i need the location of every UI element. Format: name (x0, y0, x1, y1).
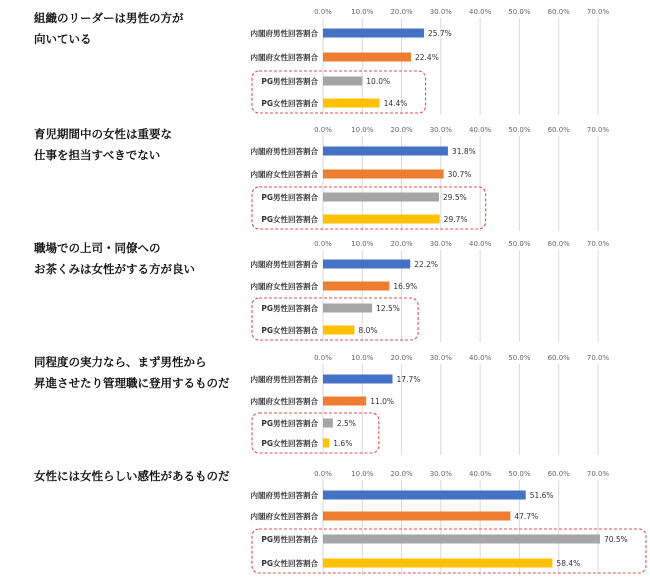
question-3-line-1: 職場での上司・同僚への (34, 241, 161, 255)
tick-label-5-6: 60.0% (547, 470, 570, 478)
question-3-line-2: お茶くみは女性がする方が良い (34, 262, 195, 276)
tick-label-1-4: 40.0% (469, 8, 492, 16)
tick-label-3-3: 30.0% (429, 240, 452, 248)
bar-5-2 (323, 512, 510, 521)
tick-label-2-6: 60.0% (547, 126, 570, 134)
value-label-2-1: 31.8% (451, 147, 476, 156)
value-label-5-3: 70.5% (603, 535, 628, 544)
bar-2-2 (323, 170, 444, 179)
bar-4-3 (323, 419, 333, 428)
category-label-5-4: PG女性回答割合 (261, 559, 318, 568)
value-label-5-4: 58.4% (556, 559, 581, 568)
tick-label-1-5: 50.0% (508, 8, 531, 16)
value-label-2-4: 29.7% (443, 215, 468, 224)
bar-5-1 (323, 491, 526, 500)
category-label-1-2: 内閣府女性回答割合 (250, 53, 318, 62)
tick-label-4-4: 40.0% (469, 354, 492, 362)
category-label-3-1: 内閣府男性回答割合 (250, 260, 318, 269)
tick-label-1-6: 60.0% (547, 8, 570, 16)
bar-1-1 (323, 29, 424, 38)
tick-label-4-6: 60.0% (547, 354, 570, 362)
category-label-3-3: PG男性回答割合 (261, 304, 318, 313)
category-label-5-1: 内閣府男性回答割合 (250, 491, 318, 500)
tick-label-4-0: 0.0% (314, 354, 332, 362)
question-4-line-2: 昇進させたり管理職に登用するものだ (34, 376, 230, 390)
category-label-1-1: 内閣府男性回答割合 (250, 29, 318, 38)
tick-label-3-5: 50.0% (508, 240, 531, 248)
tick-label-4-7: 70.0% (586, 354, 610, 362)
tick-label-1-2: 20.0% (390, 8, 413, 16)
bar-3-1 (323, 260, 410, 269)
tick-label-5-5: 50.0% (508, 470, 531, 478)
tick-label-4-1: 10.0% (351, 354, 374, 362)
category-label-3-2: 内閣府女性回答割合 (250, 282, 318, 291)
category-label-5-2: 内閣府女性回答割合 (250, 512, 318, 521)
tick-label-3-1: 10.0% (351, 240, 374, 248)
tick-label-5-4: 40.0% (469, 470, 492, 478)
bar-5-3 (323, 535, 600, 544)
value-label-3-4: 8.0% (358, 326, 378, 335)
value-label-2-3: 29.5% (442, 193, 467, 202)
bar-2-3 (323, 193, 439, 202)
tick-label-2-2: 20.0% (390, 126, 413, 134)
tick-label-1-0: 0.0% (314, 8, 332, 16)
value-label-5-1: 51.6% (529, 491, 554, 500)
bar-3-3 (323, 304, 372, 313)
tick-label-3-6: 60.0% (547, 240, 570, 248)
tick-label-3-4: 40.0% (469, 240, 492, 248)
tick-label-5-3: 30.0% (429, 470, 452, 478)
tick-label-4-2: 20.0% (390, 354, 413, 362)
bar-3-4 (323, 326, 354, 335)
category-label-1-3: PG男性回答割合 (261, 77, 318, 86)
bar-1-4 (323, 99, 380, 108)
value-label-1-3: 10.0% (366, 77, 391, 86)
bar-3-2 (323, 282, 389, 291)
tick-label-2-5: 50.0% (508, 126, 531, 134)
question-1-line-1: 組織のリーダーは男性の方が (34, 11, 184, 25)
category-label-4-3: PG男性回答割合 (261, 419, 318, 428)
category-label-3-4: PG女性回答割合 (261, 326, 318, 335)
bar-5-4 (323, 559, 552, 568)
bar-4-1 (323, 375, 393, 384)
value-label-4-4: 1.6% (333, 439, 353, 448)
category-label-2-4: PG女性回答割合 (261, 215, 318, 224)
tick-label-1-7: 70.0% (586, 8, 610, 16)
value-label-2-2: 30.7% (447, 170, 472, 179)
value-label-4-1: 17.7% (396, 375, 421, 384)
tick-label-4-5: 50.0% (508, 354, 531, 362)
bar-4-4 (323, 439, 329, 448)
tick-label-5-2: 20.0% (390, 470, 413, 478)
category-label-5-3: PG男性回答割合 (261, 535, 318, 544)
category-label-4-1: 内閣府男性回答割合 (250, 375, 318, 384)
tick-label-3-0: 0.0% (314, 240, 332, 248)
category-label-2-1: 内閣府男性回答割合 (250, 147, 318, 156)
tick-label-3-7: 70.0% (586, 240, 610, 248)
bar-1-3 (323, 77, 362, 86)
value-label-5-2: 47.7% (514, 512, 539, 521)
value-label-1-2: 22.4% (415, 53, 439, 62)
question-4-line-1: 同程度の実力なら、まず男性から (34, 355, 207, 369)
tick-label-2-1: 10.0% (351, 126, 374, 134)
tick-label-5-7: 70.0% (586, 470, 610, 478)
value-label-1-4: 14.4% (383, 99, 408, 108)
value-label-4-3: 2.5% (336, 419, 356, 428)
tick-label-1-1: 10.0% (351, 8, 374, 16)
category-label-2-3: PG男性回答割合 (261, 193, 318, 202)
value-label-3-3: 12.5% (376, 304, 400, 313)
question-2-line-1: 育児期間中の女性は重要な (34, 127, 172, 141)
category-label-2-2: 内閣府女性回答割合 (250, 170, 318, 179)
tick-label-2-7: 70.0% (586, 126, 610, 134)
value-label-3-1: 22.2% (414, 260, 439, 269)
category-label-4-2: 内閣府女性回答割合 (250, 397, 318, 406)
tick-label-2-3: 30.0% (429, 126, 452, 134)
tick-label-5-0: 0.0% (314, 470, 332, 478)
value-label-3-2: 16.9% (393, 282, 418, 291)
question-2-line-2: 仕事を担当すべきでない (34, 148, 161, 162)
tick-label-2-0: 0.0% (314, 126, 332, 134)
category-label-1-4: PG女性回答割合 (261, 99, 318, 108)
value-label-1-1: 25.7% (427, 29, 452, 38)
question-1-line-2: 向いている (34, 32, 92, 46)
tick-label-3-2: 20.0% (390, 240, 413, 248)
bar-2-4 (323, 215, 440, 224)
tick-label-2-4: 40.0% (469, 126, 492, 134)
question-5-line-1: 女性には女性らしい感性があるものだ (34, 469, 230, 483)
bar-1-2 (323, 53, 411, 62)
bar-2-1 (323, 147, 448, 156)
tick-label-5-1: 10.0% (351, 470, 374, 478)
value-label-4-2: 11.0% (370, 397, 395, 406)
bar-4-2 (323, 397, 366, 406)
tick-label-1-3: 30.0% (429, 8, 452, 16)
tick-label-4-3: 30.0% (429, 354, 452, 362)
category-label-4-4: PG女性回答割合 (261, 439, 318, 448)
